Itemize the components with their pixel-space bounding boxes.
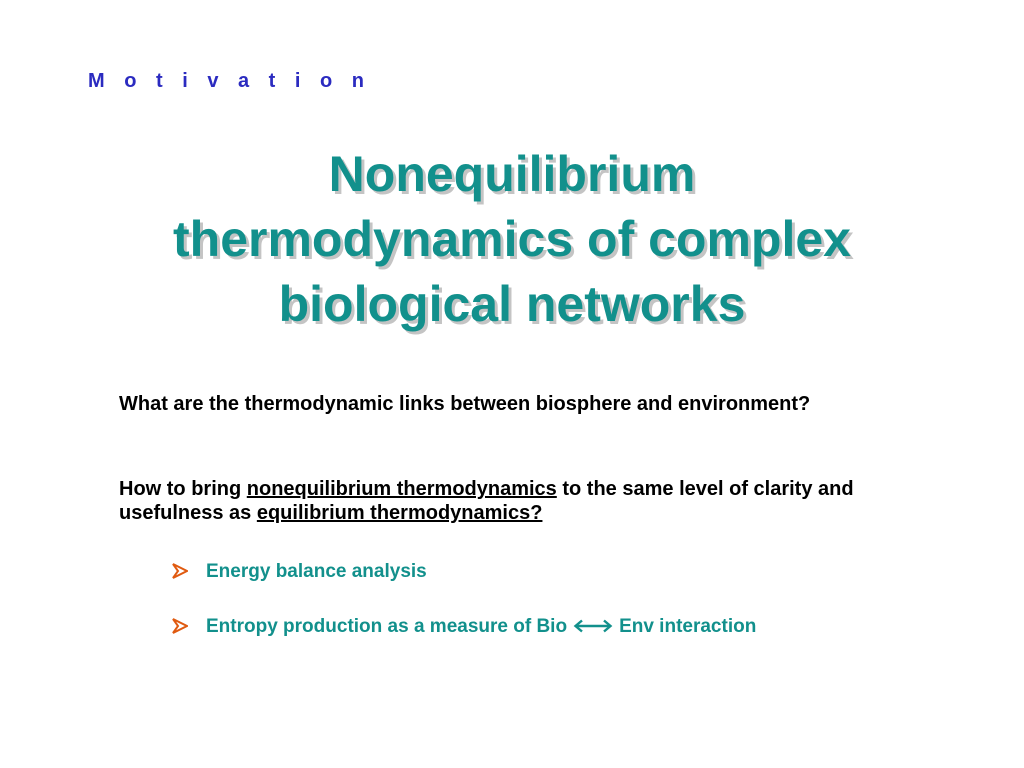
- bullet-label-entropy-after: Env interaction: [619, 616, 757, 637]
- title-line-3: biological networks: [278, 276, 746, 332]
- slide-title: [40, 142, 984, 337]
- underlined-term-equilibrium: equilibrium thermodynamics?: [256, 502, 543, 524]
- question-text-part-2: to the same level of clarity and usefulness as: [119, 478, 854, 524]
- title-line-1: Nonequilibrium: [328, 146, 696, 202]
- question-clarity: [119, 477, 949, 525]
- bullet-label-entropy-before: Entropy production as a measure of Bio: [206, 616, 568, 637]
- underlined-term-nonequilibrium: nonequilibrium thermodynamics: [246, 478, 557, 500]
- bullet-item-energy-balance: [172, 561, 427, 583]
- bullet-label-energy-balance: Energy balance analysis: [206, 561, 427, 582]
- arrowhead-bullet-icon: [172, 563, 188, 579]
- title-line-2: thermodynamics of complex: [173, 211, 851, 267]
- section-label: M o t i v a t i o n: [88, 70, 371, 92]
- question-text-part-1: How to bring: [119, 478, 247, 500]
- bullet-item-entropy-production: [172, 616, 756, 638]
- arrowhead-bullet-icon: [172, 618, 188, 634]
- double-arrow-icon: [573, 619, 613, 633]
- question-biosphere-links: What are the thermodynamic links between biosphere and environment?: [119, 393, 811, 415]
